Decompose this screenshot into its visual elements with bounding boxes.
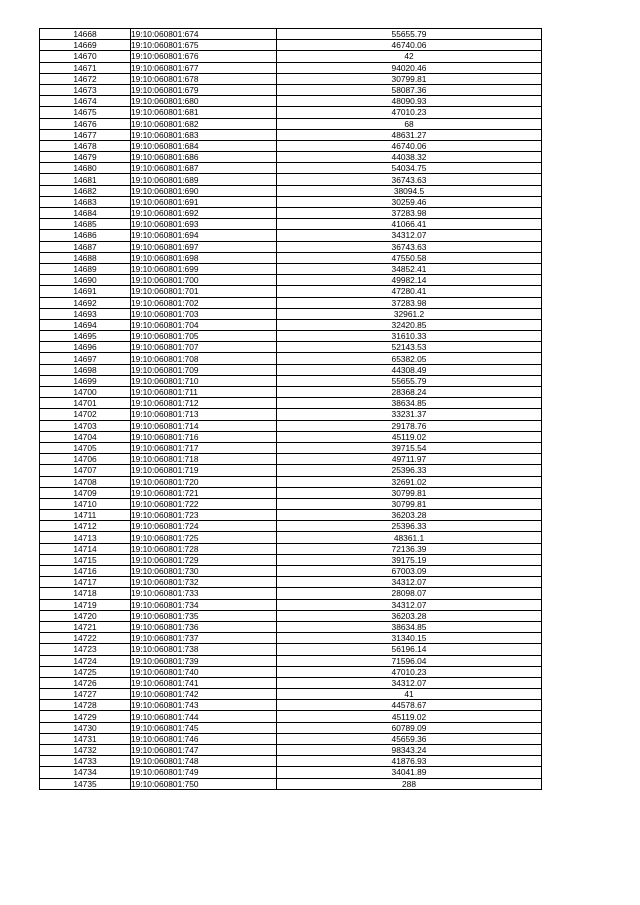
table-row [40, 543, 542, 554]
value-cell: 30799.81 [277, 498, 542, 509]
table-row [40, 666, 542, 677]
value-cell: 288 [277, 778, 542, 789]
cadastral-number-cell: 19:10:060801:684 [131, 140, 277, 151]
value-cell: 28098.07 [277, 588, 542, 599]
cadastral-number-cell: 19:10:060801:675 [131, 40, 277, 51]
table-row [40, 297, 542, 308]
cadastral-number-cell: 19:10:060801:690 [131, 185, 277, 196]
table-row [40, 196, 542, 207]
cadastral-number-cell: 19:10:060801:742 [131, 689, 277, 700]
table-row [40, 342, 542, 353]
row-number-cell: 14675 [40, 107, 131, 118]
cadastral-number-cell: 19:10:060801:699 [131, 263, 277, 274]
value-cell: 38634.85 [277, 398, 542, 409]
row-number-cell: 14707 [40, 465, 131, 476]
value-cell: 49982.14 [277, 275, 542, 286]
cadastral-number-cell: 19:10:060801:729 [131, 554, 277, 565]
value-cell: 38094.5 [277, 185, 542, 196]
cadastral-number-cell: 19:10:060801:722 [131, 498, 277, 509]
row-number-cell: 14721 [40, 621, 131, 632]
table-row [40, 554, 542, 565]
cadastral-number-cell: 19:10:060801:748 [131, 756, 277, 767]
cadastral-number-cell: 19:10:060801:689 [131, 174, 277, 185]
value-cell: 34312.07 [277, 599, 542, 610]
cadastral-number-cell: 19:10:060801:744 [131, 711, 277, 722]
table-row [40, 621, 542, 632]
cadastral-number-cell: 19:10:060801:710 [131, 375, 277, 386]
value-cell: 47550.58 [277, 252, 542, 263]
row-number-cell: 14697 [40, 353, 131, 364]
row-number-cell: 14695 [40, 331, 131, 342]
row-number-cell: 14687 [40, 241, 131, 252]
cadastral-number-cell: 19:10:060801:705 [131, 331, 277, 342]
row-number-cell: 14704 [40, 431, 131, 442]
value-cell: 25396.33 [277, 465, 542, 476]
cadastral-number-cell: 19:10:060801:703 [131, 308, 277, 319]
cadastral-number-cell: 19:10:060801:692 [131, 208, 277, 219]
value-cell: 60789.09 [277, 722, 542, 733]
row-number-cell: 14676 [40, 118, 131, 129]
value-cell: 39175.19 [277, 554, 542, 565]
table-row [40, 331, 542, 342]
table-row [40, 454, 542, 465]
value-cell: 36203.28 [277, 610, 542, 621]
value-cell: 34041.89 [277, 767, 542, 778]
row-number-cell: 14686 [40, 230, 131, 241]
table-row [40, 722, 542, 733]
table-row [40, 219, 542, 230]
table-row [40, 208, 542, 219]
value-cell: 31340.15 [277, 633, 542, 644]
cadastral-number-cell: 19:10:060801:738 [131, 644, 277, 655]
value-cell: 55655.79 [277, 29, 542, 40]
cadastral-number-cell: 19:10:060801:721 [131, 487, 277, 498]
row-number-cell: 14730 [40, 722, 131, 733]
table-row [40, 442, 542, 453]
row-number-cell: 14669 [40, 40, 131, 51]
row-number-cell: 14722 [40, 633, 131, 644]
row-number-cell: 14734 [40, 767, 131, 778]
cadastral-number-cell: 19:10:060801:691 [131, 196, 277, 207]
value-cell: 39715.54 [277, 442, 542, 453]
value-cell: 47010.23 [277, 666, 542, 677]
row-number-cell: 14671 [40, 62, 131, 73]
cadastral-number-cell: 19:10:060801:747 [131, 745, 277, 756]
row-number-cell: 14709 [40, 487, 131, 498]
value-cell: 68 [277, 118, 542, 129]
value-cell: 32420.85 [277, 319, 542, 330]
value-cell: 52143.53 [277, 342, 542, 353]
value-cell: 41066.41 [277, 219, 542, 230]
value-cell: 58087.36 [277, 84, 542, 95]
table-row [40, 96, 542, 107]
row-number-cell: 14692 [40, 297, 131, 308]
table-row [40, 230, 542, 241]
table-row [40, 689, 542, 700]
cadastral-number-cell: 19:10:060801:698 [131, 252, 277, 263]
value-cell: 45119.02 [277, 431, 542, 442]
row-number-cell: 14679 [40, 152, 131, 163]
table-row [40, 510, 542, 521]
row-number-cell: 14720 [40, 610, 131, 621]
cadastral-number-cell: 19:10:060801:678 [131, 73, 277, 84]
row-number-cell: 14713 [40, 532, 131, 543]
table-row [40, 745, 542, 756]
table-row [40, 319, 542, 330]
value-cell: 41876.93 [277, 756, 542, 767]
value-cell: 45659.36 [277, 733, 542, 744]
cadastral-number-cell: 19:10:060801:716 [131, 431, 277, 442]
value-cell: 48631.27 [277, 129, 542, 140]
table-row [40, 107, 542, 118]
table-row [40, 778, 542, 789]
table-row [40, 29, 542, 40]
row-number-cell: 14719 [40, 599, 131, 610]
cadastral-number-cell: 19:10:060801:707 [131, 342, 277, 353]
table-row [40, 700, 542, 711]
table-row [40, 566, 542, 577]
value-cell: 47280.41 [277, 286, 542, 297]
value-cell: 67003.09 [277, 566, 542, 577]
cadastral-number-cell: 19:10:060801:737 [131, 633, 277, 644]
cadastral-number-cell: 19:10:060801:680 [131, 96, 277, 107]
row-number-cell: 14728 [40, 700, 131, 711]
cadastral-number-cell: 19:10:060801:702 [131, 297, 277, 308]
value-cell: 41 [277, 689, 542, 700]
table-row [40, 73, 542, 84]
row-number-cell: 14688 [40, 252, 131, 263]
cadastral-number-cell: 19:10:060801:739 [131, 655, 277, 666]
value-cell: 45119.02 [277, 711, 542, 722]
cadastral-number-cell: 19:10:060801:683 [131, 129, 277, 140]
row-number-cell: 14706 [40, 454, 131, 465]
table-body [40, 29, 542, 790]
cadastral-number-cell: 19:10:060801:723 [131, 510, 277, 521]
value-cell: 55655.79 [277, 375, 542, 386]
value-cell: 94020.46 [277, 62, 542, 73]
cadastral-number-cell: 19:10:060801:713 [131, 409, 277, 420]
row-number-cell: 14732 [40, 745, 131, 756]
cadastral-number-cell: 19:10:060801:732 [131, 577, 277, 588]
table-row [40, 40, 542, 51]
row-number-cell: 14725 [40, 666, 131, 677]
row-number-cell: 14668 [40, 29, 131, 40]
cadastral-number-cell: 19:10:060801:679 [131, 84, 277, 95]
value-cell: 38634.85 [277, 621, 542, 632]
table-row [40, 129, 542, 140]
row-number-cell: 14685 [40, 219, 131, 230]
cadastral-number-cell: 19:10:060801:746 [131, 733, 277, 744]
value-cell: 44038.32 [277, 152, 542, 163]
cadastral-number-cell: 19:10:060801:728 [131, 543, 277, 554]
row-number-cell: 14691 [40, 286, 131, 297]
value-cell: 31610.33 [277, 331, 542, 342]
value-cell: 37283.98 [277, 297, 542, 308]
value-cell: 28368.24 [277, 387, 542, 398]
table-row [40, 241, 542, 252]
value-cell: 32691.02 [277, 476, 542, 487]
cadastral-number-cell: 19:10:060801:749 [131, 767, 277, 778]
value-cell: 49711.97 [277, 454, 542, 465]
cadastral-number-cell: 19:10:060801:708 [131, 353, 277, 364]
row-number-cell: 14699 [40, 375, 131, 386]
value-cell: 48090.93 [277, 96, 542, 107]
value-cell: 25396.33 [277, 521, 542, 532]
table-row [40, 487, 542, 498]
table-row [40, 677, 542, 688]
table-row [40, 610, 542, 621]
cadastral-number-cell: 19:10:060801:730 [131, 566, 277, 577]
table-row [40, 599, 542, 610]
cadastral-number-cell: 19:10:060801:714 [131, 420, 277, 431]
row-number-cell: 14726 [40, 677, 131, 688]
cadastral-number-cell: 19:10:060801:750 [131, 778, 277, 789]
cadastral-number-cell: 19:10:060801:734 [131, 599, 277, 610]
cadastral-number-cell: 19:10:060801:743 [131, 700, 277, 711]
row-number-cell: 14680 [40, 163, 131, 174]
value-cell: 32961.2 [277, 308, 542, 319]
table-row [40, 409, 542, 420]
value-cell: 46740.06 [277, 40, 542, 51]
cadastral-number-cell: 19:10:060801:719 [131, 465, 277, 476]
value-cell: 56196.14 [277, 644, 542, 655]
cadastral-number-cell: 19:10:060801:681 [131, 107, 277, 118]
value-cell: 44578.67 [277, 700, 542, 711]
cadastral-number-cell: 19:10:060801:704 [131, 319, 277, 330]
value-cell: 36743.63 [277, 174, 542, 185]
cadastral-number-cell: 19:10:060801:717 [131, 442, 277, 453]
table-row [40, 532, 542, 543]
cadastral-number-cell: 19:10:060801:677 [131, 62, 277, 73]
table-row [40, 286, 542, 297]
value-cell: 54034.75 [277, 163, 542, 174]
row-number-cell: 14717 [40, 577, 131, 588]
value-cell: 36743.63 [277, 241, 542, 252]
cadastral-number-cell: 19:10:060801:687 [131, 163, 277, 174]
value-cell: 42 [277, 51, 542, 62]
table-row [40, 756, 542, 767]
row-number-cell: 14698 [40, 364, 131, 375]
value-cell: 34312.07 [277, 577, 542, 588]
cadastral-number-cell: 19:10:060801:682 [131, 118, 277, 129]
row-number-cell: 14696 [40, 342, 131, 353]
value-cell: 29178.76 [277, 420, 542, 431]
value-cell: 34852.41 [277, 263, 542, 274]
row-number-cell: 14702 [40, 409, 131, 420]
value-cell: 34312.07 [277, 230, 542, 241]
table-row [40, 498, 542, 509]
table-row [40, 655, 542, 666]
row-number-cell: 14715 [40, 554, 131, 565]
table-row [40, 118, 542, 129]
row-number-cell: 14682 [40, 185, 131, 196]
table-row [40, 163, 542, 174]
cadastral-number-cell: 19:10:060801:724 [131, 521, 277, 532]
table-row [40, 84, 542, 95]
table-row [40, 431, 542, 442]
table-row [40, 51, 542, 62]
table-row [40, 275, 542, 286]
table-row [40, 588, 542, 599]
row-number-cell: 14689 [40, 263, 131, 274]
row-number-cell: 14723 [40, 644, 131, 655]
row-number-cell: 14705 [40, 442, 131, 453]
row-number-cell: 14718 [40, 588, 131, 599]
row-number-cell: 14693 [40, 308, 131, 319]
cadastral-number-cell: 19:10:060801:725 [131, 532, 277, 543]
table-row [40, 308, 542, 319]
cadastral-number-cell: 19:10:060801:741 [131, 677, 277, 688]
row-number-cell: 14681 [40, 174, 131, 185]
row-number-cell: 14731 [40, 733, 131, 744]
cadastral-number-cell: 19:10:060801:693 [131, 219, 277, 230]
row-number-cell: 14708 [40, 476, 131, 487]
row-number-cell: 14700 [40, 387, 131, 398]
cadastral-number-cell: 19:10:060801:697 [131, 241, 277, 252]
value-cell: 30259.46 [277, 196, 542, 207]
cadastral-number-cell: 19:10:060801:694 [131, 230, 277, 241]
row-number-cell: 14684 [40, 208, 131, 219]
table-row [40, 420, 542, 431]
value-cell: 72136.39 [277, 543, 542, 554]
table-row [40, 353, 542, 364]
row-number-cell: 14690 [40, 275, 131, 286]
row-number-cell: 14727 [40, 689, 131, 700]
table-row [40, 398, 542, 409]
value-cell: 46740.06 [277, 140, 542, 151]
table-row [40, 577, 542, 588]
value-cell: 30799.81 [277, 73, 542, 84]
cadastral-number-cell: 19:10:060801:720 [131, 476, 277, 487]
table-row [40, 733, 542, 744]
row-number-cell: 14711 [40, 510, 131, 521]
value-cell: 65382.05 [277, 353, 542, 364]
cadastral-number-cell: 19:10:060801:736 [131, 621, 277, 632]
row-number-cell: 14716 [40, 566, 131, 577]
value-cell: 48361.1 [277, 532, 542, 543]
value-cell: 47010.23 [277, 107, 542, 118]
row-number-cell: 14724 [40, 655, 131, 666]
value-cell: 37283.98 [277, 208, 542, 219]
table-row [40, 633, 542, 644]
table-row [40, 62, 542, 73]
cadastral-number-cell: 19:10:060801:733 [131, 588, 277, 599]
cadastral-number-cell: 19:10:060801:674 [131, 29, 277, 40]
table-row [40, 476, 542, 487]
cadastral-number-cell: 19:10:060801:700 [131, 275, 277, 286]
value-cell: 36203.28 [277, 510, 542, 521]
value-cell: 33231.37 [277, 409, 542, 420]
cadastral-number-cell: 19:10:060801:718 [131, 454, 277, 465]
row-number-cell: 14670 [40, 51, 131, 62]
value-cell: 34312.07 [277, 677, 542, 688]
table-row [40, 387, 542, 398]
row-number-cell: 14714 [40, 543, 131, 554]
table-row [40, 644, 542, 655]
cadastral-number-cell: 19:10:060801:709 [131, 364, 277, 375]
data-table [39, 28, 542, 790]
row-number-cell: 14678 [40, 140, 131, 151]
cadastral-number-cell: 19:10:060801:712 [131, 398, 277, 409]
table-row [40, 364, 542, 375]
cadastral-number-cell: 19:10:060801:701 [131, 286, 277, 297]
row-number-cell: 14703 [40, 420, 131, 431]
row-number-cell: 14735 [40, 778, 131, 789]
value-cell: 98343.24 [277, 745, 542, 756]
row-number-cell: 14672 [40, 73, 131, 84]
row-number-cell: 14673 [40, 84, 131, 95]
table-row [40, 152, 542, 163]
data-sheet [39, 28, 542, 790]
row-number-cell: 14677 [40, 129, 131, 140]
table-row [40, 375, 542, 386]
table-row [40, 465, 542, 476]
cadastral-number-cell: 19:10:060801:740 [131, 666, 277, 677]
cadastral-number-cell: 19:10:060801:735 [131, 610, 277, 621]
row-number-cell: 14694 [40, 319, 131, 330]
row-number-cell: 14712 [40, 521, 131, 532]
row-number-cell: 14729 [40, 711, 131, 722]
table-row [40, 711, 542, 722]
value-cell: 44308.49 [277, 364, 542, 375]
table-row [40, 521, 542, 532]
table-row [40, 174, 542, 185]
value-cell: 30799.81 [277, 487, 542, 498]
row-number-cell: 14683 [40, 196, 131, 207]
cadastral-number-cell: 19:10:060801:686 [131, 152, 277, 163]
table-row [40, 140, 542, 151]
cadastral-number-cell: 19:10:060801:745 [131, 722, 277, 733]
row-number-cell: 14733 [40, 756, 131, 767]
row-number-cell: 14701 [40, 398, 131, 409]
cadastral-number-cell: 19:10:060801:676 [131, 51, 277, 62]
cadastral-number-cell: 19:10:060801:711 [131, 387, 277, 398]
row-number-cell: 14710 [40, 498, 131, 509]
table-row [40, 767, 542, 778]
table-row [40, 263, 542, 274]
table-row [40, 185, 542, 196]
table-row [40, 252, 542, 263]
value-cell: 71596.04 [277, 655, 542, 666]
row-number-cell: 14674 [40, 96, 131, 107]
